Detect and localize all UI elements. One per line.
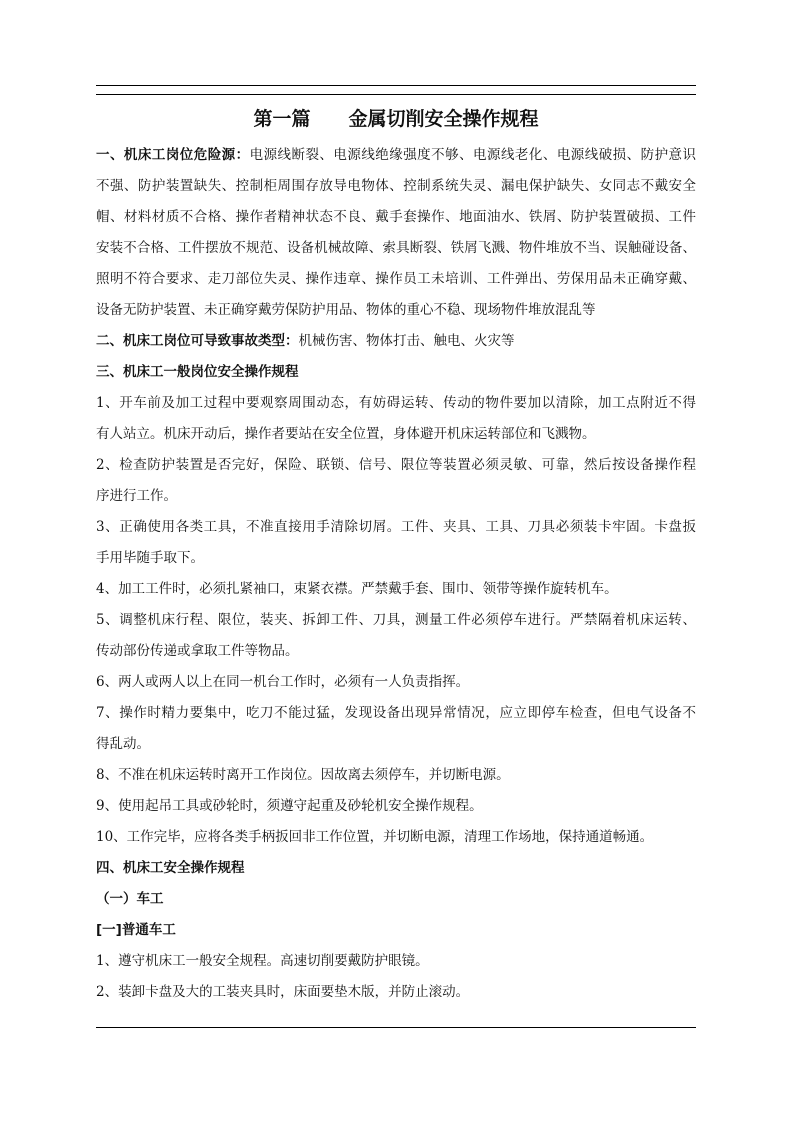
header-rule-bottom [96,94,696,95]
rule-item-line: 5、调整机床行程、限位，装夹、拆卸工件、刀具，测量工件必须停车进行。严禁隔着机床运转、 [96,612,696,628]
section-3-heading: 三、机床工一般岗位安全操作规程 [96,364,299,380]
rule-item-line: 1、开车前及加工过程中要观察周围动态，有妨碍运转、传动的物件要加以清除，加工点附近不得 [96,395,696,411]
rule-item-line: 9、使用起吊工具或砂轮时，须遵守起重及砂轮机安全操作规程。 [96,798,483,814]
rule-item-line: 4、加工工件时，必须扎紧袖口，束紧衣襟。严禁戴手套、围巾、领带等操作旋转机车。 [96,581,618,597]
section-2-line [96,332,696,363]
paragraph-line: 安装不合格、工件摆放不规范、设备机械故障、索具断裂、铁屑飞溅、物件堆放不当、误触碰设备、 [96,240,696,256]
rule-item-line: 8、不准在机床运转时离开工作岗位。因故离去须停车，并切断电源。 [96,767,510,783]
subsubsection-heading: [一]普通车工 [96,922,176,938]
rule-item-line: 传动部份传递或拿取工件等物品。 [96,643,299,659]
rule-item-line: 得乱动。 [96,736,150,752]
rule-item-line: 3、正确使用各类工具，不准直接用手清除切屑。工件、夹具、工具、刀具必须装卡牢固。卡盘扳 [96,519,696,535]
section-2-heading: 二、机床工岗位可导致事故类型： [96,333,299,349]
section-2-text: 机械伤害、物体打击、触电、火灾等 [298,333,515,349]
section-1-line [96,146,696,177]
paragraph-line: 照明不符合要求、走刀部位失灵、操作违章、操作员工未培训、工件弹出、劳保用品未正确穿戴、 [96,271,696,287]
document-body [96,146,696,1014]
rule-item-line: 6、两人或两人以上在同一机台工作时，必须有一人负责指挥。 [96,674,470,690]
document-title: 第一篇 金属切削安全操作规程 [253,108,539,130]
rule-item-line: 2、装卸卡盘及大的工装夹具时，床面要垫木版，并防止滚动。 [96,984,470,1000]
paragraph-line: 不强、防护装置缺失、控制柜周围存放导电物体、控制系统失灵、漏电保护缺失、女同志不戴安全 [96,178,696,194]
paragraph-line: 设备无防护装置、未正确穿戴劳保防护用品、物体的重心不稳、现场物件堆放混乱等 [96,302,596,318]
subsection-heading: （一）车工 [96,891,164,907]
rule-item-line: 手用毕随手取下。 [96,550,204,566]
section-1-text: 电源线断裂、电源线绝缘强度不够、电源线老化、电源线破损、防护意识 [249,147,696,163]
footer-rule [96,1027,696,1028]
rule-item-line: 有人站立。机床开动后，操作者要站在安全位置，身体避开机床运转部位和飞溅物。 [96,426,596,442]
paragraph-line: 帽、材料材质不合格、操作者精神状态不良、戴手套操作、地面油水、铁屑、防护装置破损、工件 [96,209,696,225]
rule-item-line: 7、操作时精力要集中，吃刀不能过猛，发现设备出现异常情况，应立即停车检查，但电气设备不 [96,705,696,721]
rule-item-line: 1、遵守机床工一般安全规程。高速切削要戴防护眼镜。 [96,953,429,969]
rule-item-line: 10、工作完毕，应将各类手柄扳回非工作位置，并切断电源，清理工作场地，保持通道畅通。 [96,829,654,845]
section-1-heading: 一、机床工岗位危险源： [96,147,250,163]
rule-item-line: 序进行工作。 [96,488,177,504]
header-rule-top [96,85,696,86]
section-4-heading: 四、机床工安全操作规程 [96,860,245,876]
rule-item-line: 2、检查防护装置是否完好，保险、联锁、信号、限位等装置必须灵敏、可靠，然后按设备操作程 [96,457,696,473]
